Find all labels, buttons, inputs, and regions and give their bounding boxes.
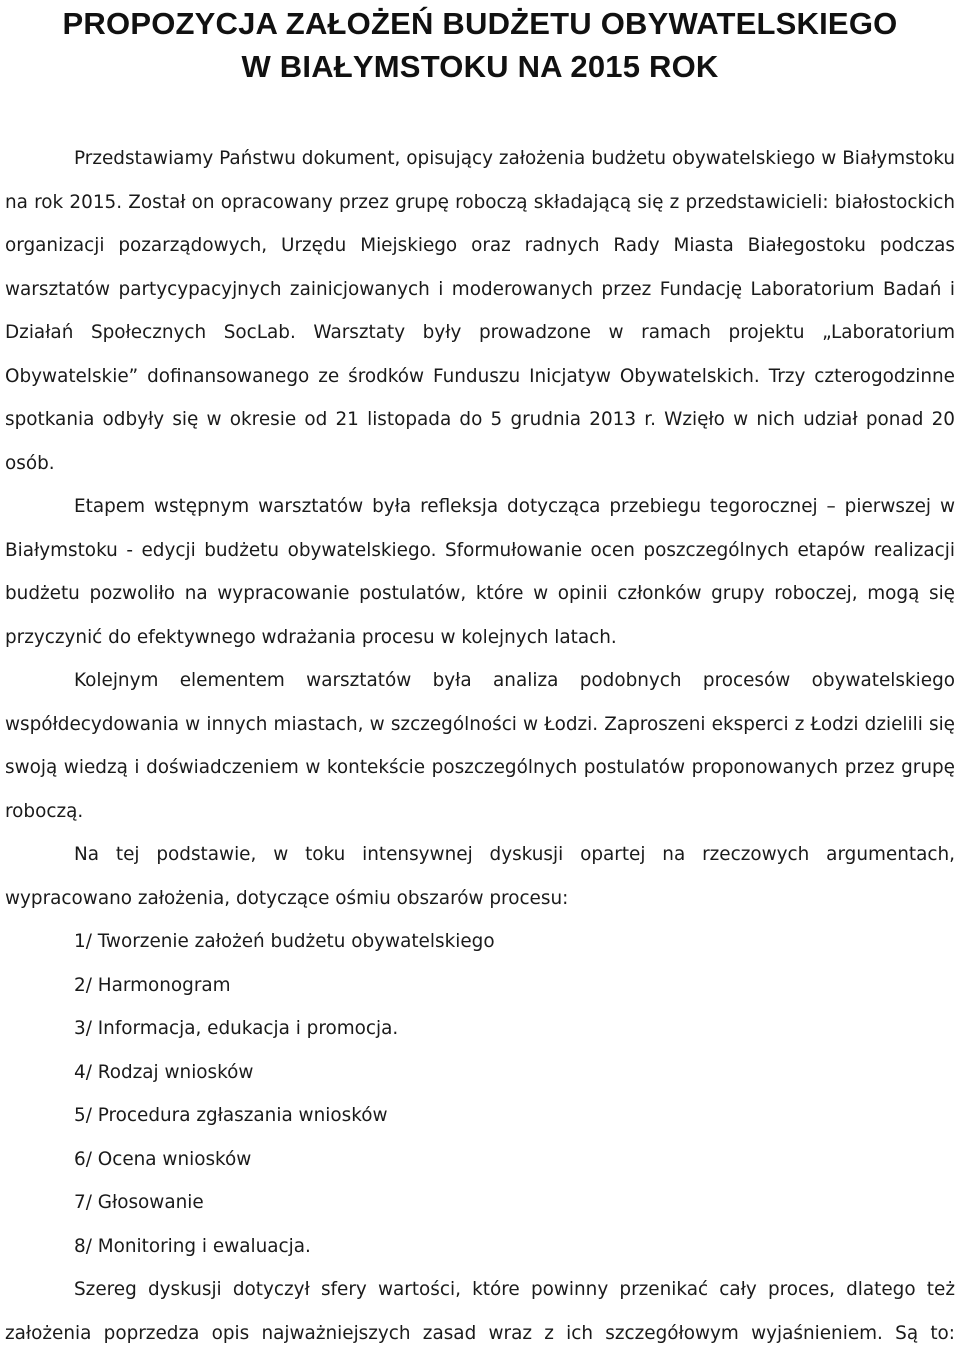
list-item: 3/ Informacja, edukacja i promocja. xyxy=(74,1018,399,1039)
evaluation-paragraph: Etapem wstępnym warsztatów była refleksja dotycząca przebiegu tegorocznej – pierwszej w Białymstoku - edycji budżetu obywatelskiego. Sformułowanie ocen poszczególnych etapów realizacji budżetu pozwoliło na wypracowanie postulatów, które w opinii członków grupy roboczej, mogą się przyczynić do efektywnego wdrażania procesu w kolejnych latach. xyxy=(5,496,955,648)
list-item: 6/ Ocena wniosków xyxy=(74,1148,252,1170)
list-item: 5/ Procedura zgłaszania wniosków xyxy=(74,1105,388,1126)
list-item: 7/ Głosowanie xyxy=(74,1192,204,1213)
intro-paragraph: Przedstawiamy Państwu dokument, opisujący założenia budżetu obywatelskiego w Białymstoku na rok 2015. Został on opracowany przez grupę roboczą składającą się z przedstawicieli: białostockich organizacji pozarządowych, Urzędu Miejskiego oraz radnych Rady Miasta Białegostoku podczas warsztatów partycypacyjnych zainicjowanych i moderowanych przez Fundację Laboratorium Badań i Działań Społecznych SocLab. Warsztaty były prowadzone w ramach projektu „Laboratorium Obywatelskie” dofinansowanego ze środków Funduszu Inicjatyw Obywatelskich. Trzy czterogodzinne spotkania odbyły się w okresie od 21 listopada do 5 grudnia 2013 r. Wzięło w nich udział ponad 20 osób. xyxy=(5,148,955,474)
document-title xyxy=(5,0,955,88)
list-item: 2/ Harmonogram xyxy=(74,974,231,996)
analysis-paragraph: Kolejnym elementem warsztatów była analiza podobnych procesów obywatelskiego współdecydowania w innych miastach, w szczególności w Łodzi. Zaproszeni eksperci z Łodzi dzielili się swoją wiedzą i doświadczeniem w kontekście poszczególnych postulatów proponowanych przez grupę roboczą. xyxy=(5,670,955,822)
title-line-2: W BIAŁYMSTOKU NA 2015 ROK xyxy=(241,49,719,84)
areas-intro-paragraph: Na tej podstawie, w toku intensywnej dyskusji opartej na rzeczowych argumentach, wypracowano założenia, dotyczące ośmiu obszarów procesu: xyxy=(5,844,955,909)
title-line-1: PROPOZYCJA ZAŁOŻEŃ BUDŻETU OBYWATELSKIEGO xyxy=(62,6,898,41)
values-paragraph: Szereg dyskusji dotyczył sfery wartości, które powinny przenikać cały proces, dlatego też założenia poprzedza opis najważniejszych zasad wraz z ich szczegółowym wyjaśnieniem. Są to: xyxy=(5,1279,955,1344)
list-item: 4/ Rodzaj wniosków xyxy=(74,1061,254,1083)
process-areas-list xyxy=(5,920,955,1268)
document-body xyxy=(5,137,955,1355)
list-item: 8/ Monitoring i ewaluacja. xyxy=(74,1235,311,1257)
list-item: 1/ Tworzenie założeń budżetu obywatelskiego xyxy=(74,931,495,952)
